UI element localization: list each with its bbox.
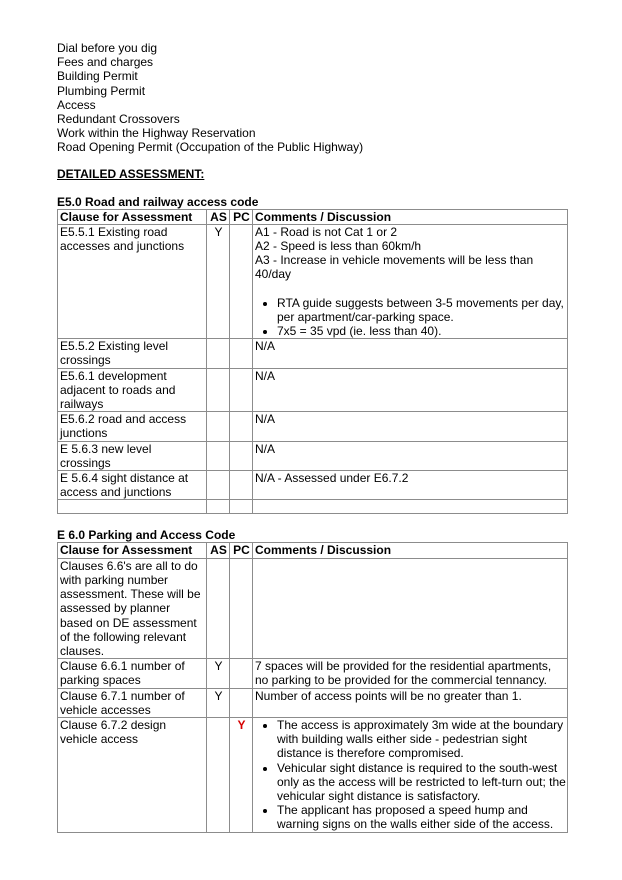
- pc-cell: [230, 441, 253, 470]
- pc-cell: [230, 471, 253, 500]
- list-item: Dial before you dig: [57, 41, 158, 55]
- as-cell: [207, 339, 230, 368]
- comments-cell: N/A - Assessed under E6.7.2: [253, 471, 568, 500]
- comments-cell: 7 spaces will be provided for the residential apartments, no parking to be provided for the commercial tennancy.: [253, 659, 568, 688]
- list-item: Plumbing Permit: [57, 83, 146, 98]
- clause-cell: E5.6.2 road and access junctions: [58, 412, 207, 441]
- e5-assessment-table: [57, 209, 568, 515]
- table-row: [58, 224, 568, 338]
- clause-cell: E5.6.1 development adjacent to roads and railways: [58, 368, 207, 412]
- clause-cell: Clauses 6.6's are all to do with parking number assessment. These will be assessed by planner based on DE assessment of the following relevant clauses.: [58, 558, 207, 658]
- e6-assessment-table: [57, 542, 568, 832]
- document-page: [57, 41, 567, 833]
- header-comments: Comments / Discussion: [253, 543, 568, 558]
- bullet-item: • RTA guide suggests between 3-5 movements per day, per apartment/car-parking space.: [277, 296, 566, 324]
- clause-cell: E 5.6.3 new level crossings: [58, 441, 207, 470]
- pc-flag-cell: Y: [230, 717, 253, 832]
- e5-section-title: E5.0 Road and railway access code: [57, 194, 259, 209]
- table-row: [58, 558, 568, 658]
- list-item: Work within the Highway Reservation: [57, 126, 256, 141]
- comments-cell: N/A: [253, 368, 568, 412]
- requirements-list: [57, 41, 567, 155]
- table-row: [58, 368, 568, 412]
- clause-cell: Clause 6.7.2 design vehicle access: [58, 717, 207, 832]
- as-cell: Y: [207, 224, 230, 338]
- comment-bullets: [255, 296, 566, 339]
- bullet-item: • The applicant has proposed a speed hump and warning signs on the walls either side of the access.: [277, 803, 566, 831]
- comment-bullets: [255, 718, 566, 832]
- list-item: Road Opening Permit (Occupation of the Public Highway): [57, 140, 364, 155]
- table-header-row: [58, 209, 568, 224]
- clause-cell: [58, 500, 207, 514]
- header-as: AS: [207, 209, 230, 224]
- header-pc: PC: [230, 209, 253, 224]
- comments-cell: N/A: [253, 412, 568, 441]
- pc-cell: [230, 368, 253, 412]
- table-row: [58, 659, 568, 688]
- empty-table-row: [58, 500, 568, 514]
- table-row: [58, 688, 568, 717]
- as-cell: [207, 441, 230, 470]
- pc-cell: [230, 500, 253, 514]
- pc-cell: [230, 412, 253, 441]
- pc-cell: [230, 659, 253, 688]
- pc-cell: [230, 224, 253, 338]
- clause-cell: E5.5.2 Existing level crossings: [58, 339, 207, 368]
- comments-cell: [253, 224, 568, 338]
- as-cell: [207, 558, 230, 658]
- table-row: [58, 412, 568, 441]
- header-clause: Clause for Assessment: [58, 543, 207, 558]
- comments-cell: N/A: [253, 441, 568, 470]
- comments-cell: [253, 717, 568, 832]
- bullet-item: • Vehicular sight distance is required to the south-west only as the access will be restricted to left-turn out; the vehicular sight distance is satisfactory.: [277, 761, 566, 804]
- as-cell: [207, 368, 230, 412]
- clause-cell: Clause 6.6.1 number of parking spaces: [58, 659, 207, 688]
- table-header-row: [58, 543, 568, 558]
- list-item: Access: [57, 97, 96, 112]
- clause-cell: E5.5.1 Existing road accesses and junctions: [58, 224, 207, 338]
- list-item: Redundant Crossovers: [57, 112, 180, 127]
- header-comments: Comments / Discussion: [253, 209, 568, 224]
- clause-cell: Clause 6.7.1 number of vehicle accesses: [58, 688, 207, 717]
- detailed-assessment-heading: DETAILED ASSESSMENT:: [57, 166, 205, 181]
- clause-cell: E 5.6.4 sight distance at access and junctions: [58, 471, 207, 500]
- comments-cell: [253, 500, 568, 514]
- pc-cell: [230, 688, 253, 717]
- comment-line: A3 - Increase in vehicle movements will be less than 40/day: [255, 253, 534, 282]
- as-cell: [207, 717, 230, 832]
- table-row: [58, 471, 568, 500]
- comments-cell: N/A: [253, 339, 568, 368]
- comment-line: A2 - Speed is less than 60km/h: [255, 239, 422, 254]
- bullet-item: • The access is approximately 3m wide at the boundary with building walls either side - pedestrian sight distance is therefore compromised.: [277, 718, 566, 761]
- table-row: [58, 717, 568, 832]
- bullet-item: • 7x5 = 35 vpd (ie. less than 40).: [277, 324, 566, 338]
- header-clause: Clause for Assessment: [58, 209, 207, 224]
- as-cell: [207, 412, 230, 441]
- list-item: Fees and charges: [57, 55, 154, 70]
- as-cell: [207, 471, 230, 500]
- e6-section-title: E 6.0 Parking and Access Code: [57, 528, 236, 543]
- comments-cell: Number of access points will be no greater than 1.: [253, 688, 568, 717]
- pc-cell: [230, 339, 253, 368]
- comment-line: A1 - Road is not Cat 1 or 2: [255, 224, 398, 239]
- header-as: AS: [207, 543, 230, 558]
- table-row: [58, 441, 568, 470]
- list-item: Building Permit: [57, 69, 138, 84]
- table-row: [58, 339, 568, 368]
- comments-cell: [253, 558, 568, 658]
- header-pc: PC: [230, 543, 253, 558]
- as-cell: Y: [207, 688, 230, 717]
- pc-cell: [230, 558, 253, 658]
- as-cell: [207, 500, 230, 514]
- as-cell: Y: [207, 659, 230, 688]
